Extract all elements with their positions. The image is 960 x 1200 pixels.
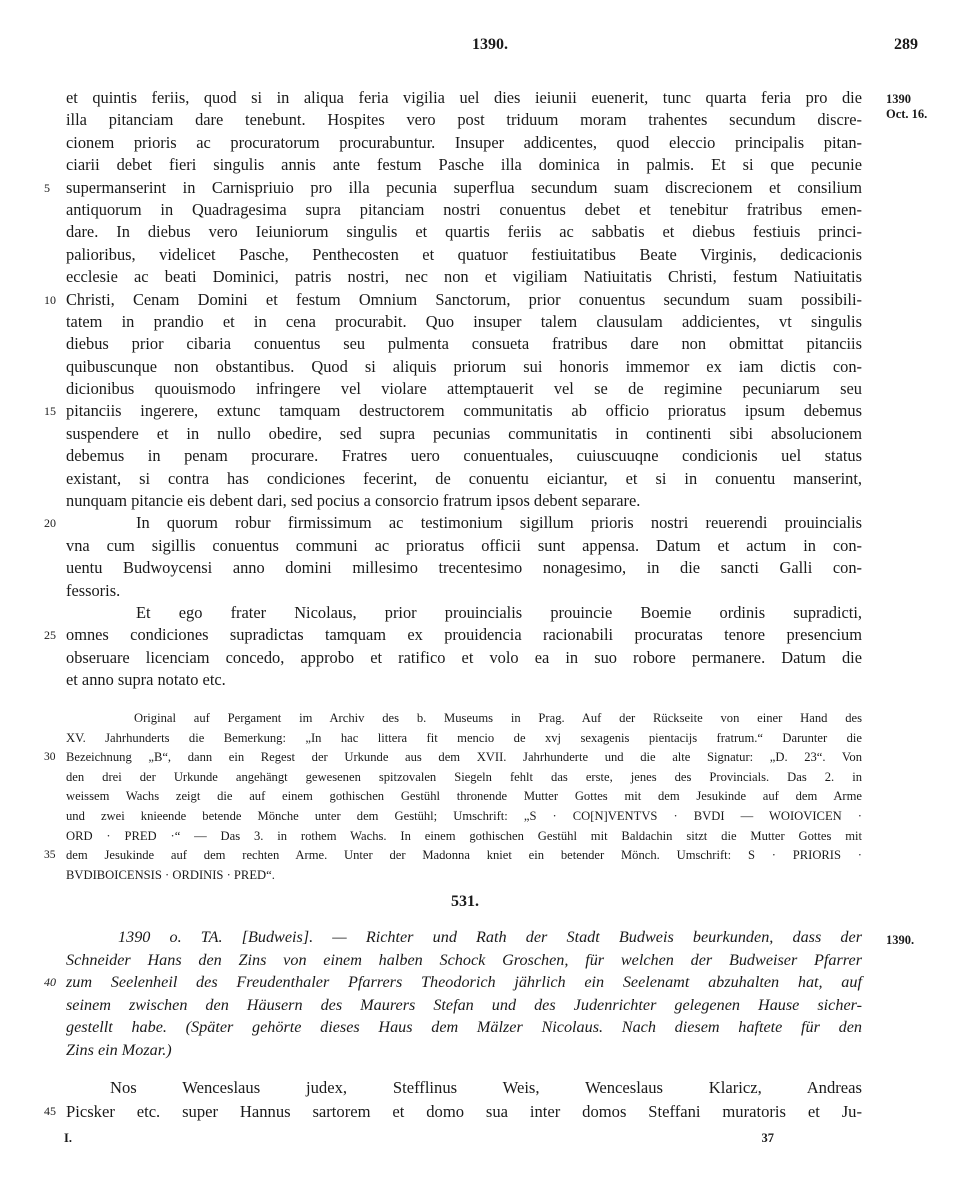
- line-text: Et ego frater Nicolaus, prior prouincialis prouincie Boemie ordinis supradicti,: [136, 602, 862, 622]
- margin-date-first: 1390 Oct. 16.: [886, 92, 928, 121]
- line-text: antiquorum in Quadragesima supra pitanciam nostri conuentus debet et tenebitur fratribus emen-: [66, 199, 862, 219]
- text-line: [66, 445, 862, 467]
- text-line: [66, 807, 862, 827]
- line-text: Picsker etc. super Hannus sartorem et domo sua inter domos Steffani muratoris et Ju-: [66, 1101, 862, 1121]
- text-line: [66, 221, 862, 243]
- line-text: seinem zwischen den Häusern des Maurers Stefan und des Judenrichter gelegenen Hause sicher-: [66, 995, 862, 1014]
- text-line: [66, 535, 862, 557]
- line-text: Nos Wenceslaus judex, Stefflinus Weis, Wenceslaus Klaricz, Andreas: [110, 1078, 862, 1097]
- text-line: [66, 709, 862, 729]
- text-line: [44, 512, 862, 534]
- page-footer: [64, 1131, 774, 1151]
- text-line: [66, 199, 862, 221]
- text-line: [66, 154, 862, 176]
- line-text: illa pitanciam dare tenebunt. Hospites vero post triduum moram trahentes secundum discre-: [66, 110, 862, 130]
- text-line: [66, 1039, 862, 1062]
- margin-date-second: 1390.: [886, 933, 915, 947]
- line-text: zum Seelenheil des Freudenthaler Pfarrers Theodorich jährlich ein Seelenamt abzuhalten hat, auf: [66, 973, 862, 992]
- line-text: BVDIBOICENSIS · ORDINIS · PRED“.: [66, 867, 275, 882]
- text-line: [66, 729, 862, 749]
- line-text: palioribus, videlicet Pasche, Penthecosten et quatuor festiuitatibus Beate Virginis, dedicacionis: [66, 244, 862, 264]
- line-number: 5: [44, 180, 50, 195]
- text-line: [66, 311, 862, 333]
- text-line: [66, 356, 862, 378]
- line-number: 15: [44, 404, 56, 419]
- text-line: [66, 468, 862, 490]
- line-text: XV. Jahrhunderts die Bemerkung: „In hac littera fit mencio de xvj sexagenis pientacijs fratrum.“ Darunter die: [66, 730, 862, 745]
- line-text: diebus prior cibaria conuentus seu pulmenta consueta fratribus dare non obmittat pitanciis: [66, 334, 862, 354]
- text-line: [66, 647, 862, 669]
- header-year: 1390.: [472, 36, 508, 53]
- line-text: dem Jesukinde auf dem rechten Arme. Unter der Madonna kniet ein betender Mönch. Umschrift: S · PRIORIS ·: [66, 848, 862, 863]
- text-line: [66, 1076, 862, 1100]
- line-text: Christi, Cenam Domini et festum Omnium Sanctorum, prior conuentus secundum suam possibili-: [66, 289, 862, 309]
- text-line: [44, 177, 862, 199]
- text-line: [66, 1016, 862, 1039]
- text-line: [44, 289, 862, 311]
- text-line: [66, 557, 862, 579]
- line-text: und zwei knieende betende Mönche unter dem Gestühl; Umschrift: „S · CO[N]VENTVS · BVDI — WOIOVICEN ·: [66, 808, 862, 823]
- text-line: [66, 602, 862, 624]
- line-text: Bezeichnung „B“, dann ein Regest der Urkunde aus dem XVII. Jahrhunderte und die alte Signatur: „D. 23“. Von: [66, 750, 862, 765]
- charter-text-begin: [44, 1076, 862, 1123]
- line-text: et quintis feriis, quod si in aliqua feria vigilia uel dies ieiunii euenerit, tunc quarta feria pro die: [66, 88, 862, 107]
- line-text: ciarii debet fieri singulis annis ante festum Pasche illa dominica in palmis. Et si que pecunie: [66, 155, 862, 175]
- text-line: [66, 378, 862, 400]
- line-number: 30: [44, 751, 56, 764]
- line-number: 10: [44, 292, 56, 307]
- line-number: 40: [44, 975, 56, 990]
- text-line: [66, 580, 862, 602]
- text-line: [66, 866, 862, 886]
- page-number: 289: [894, 36, 918, 53]
- line-text: debemus in penam procurare. Fratres uero conuentuales, cuiuscuuqne condicionis uel status: [66, 446, 862, 466]
- line-text: dare. In diebus vero Ieiuniorum singulis et quartis feriis ac sabbatis et diebus festiuis princi-: [66, 222, 862, 242]
- charter-text: [44, 87, 862, 692]
- text-line: [66, 669, 862, 691]
- footer-signature-right: 37: [761, 1131, 774, 1145]
- text-line: [44, 846, 862, 866]
- text-line: [66, 266, 862, 288]
- text-line: [66, 244, 862, 266]
- text-line: [44, 1100, 862, 1124]
- text-line: [66, 490, 862, 512]
- line-text: weissem Wachs zeigt die auf einem gothischen Gestühl thronende Mutter Gottes mit dem Jesukinde auf dem Arme: [66, 789, 862, 804]
- line-text: pitanciis ingerere, extunc tamquam destructorem communitatis ab officio prioratus ipsum debemus: [66, 401, 862, 421]
- line-text: et anno supra notato etc.: [66, 670, 226, 690]
- footer-signature-left: I.: [64, 1131, 72, 1145]
- text-line: [66, 787, 862, 807]
- line-text: suspendere et in nullo obedire, sed supra pecunias communitatis in continenti sibi absolucionem: [66, 423, 862, 443]
- line-text: Original auf Pergament im Archiv des b. Museums in Prag. Auf der Rückseite von einer Hand des: [134, 711, 862, 725]
- line-text: Zins ein Mozar.): [66, 1040, 172, 1059]
- text-line: [66, 423, 862, 445]
- line-text: vna cum sigillis conuentus communi ac prioratus officii sunt appensa. Datum et actum in con-: [66, 535, 862, 555]
- line-text: uentu Budwoycensi anno domini millesimo trecentesimo nonagesimo, in die sancti Galli con-: [66, 558, 862, 578]
- text-line: [66, 827, 862, 847]
- text-line: [66, 949, 862, 972]
- text-line: [66, 768, 862, 788]
- line-text: tatem in prandio et in cena procurabit. Quo insuper talem clausulam addicientes, vt singulis: [66, 311, 862, 331]
- line-text: supermanserint in Carnispriuio pro illa pecunia superflua secundum suam discrecionem et consilium: [66, 177, 862, 197]
- text-line: [66, 994, 862, 1017]
- editorial-notes: [44, 709, 862, 885]
- line-text: existant, si contra has condiciones fecerint, de conuentu eiciantur, et si in conuentu manserint,: [66, 468, 862, 488]
- line-text: 1390 o. TA. [Budweis]. — Richter und Rath der Stadt Budweis beurkunden, dass der: [118, 928, 862, 946]
- line-text: omnes condiciones supradictas tamquam ex prouidencia racionabili procuratas tenore presencium: [66, 625, 862, 645]
- line-text: quibuscunque non obstantibus. Quod si aliquis priorum sui honoris immemor ex iam dictis con-: [66, 356, 862, 376]
- line-number: 35: [44, 849, 56, 862]
- text-line: [66, 926, 862, 949]
- line-text: gestellt habe. (Später gehörte dieses Haus dem Mälzer Nicolaus. Nach diesem haftete für den: [66, 1018, 862, 1037]
- text-line: [66, 87, 862, 109]
- text-line: [44, 748, 862, 768]
- line-text: fessoris.: [66, 580, 121, 600]
- line-text: cionem prioris ac procuratorum procurabuntur. Insuper addicentes, quod eleccio principalis pitan-: [66, 132, 862, 152]
- text-line: [66, 132, 862, 154]
- running-header: [60, 36, 920, 60]
- line-text: ORD · PRED ·“ — Das 3. in rothem Wachs. In einem gothischen Gestühl mit Baldachin sitzt die Mutter Gottes mit: [66, 828, 862, 843]
- text-line: [66, 333, 862, 355]
- line-text: ecclesie ac beati Dominici, patris nostri, nec non et vigiliam Natiuitatis Christi, festum Natiuitatis: [66, 267, 862, 287]
- line-text: Schneider Hans den Zins von einem halben Schock Groschen, für welchen der Budweiser Pfarrer: [66, 950, 862, 969]
- line-text: den drei der Urkunde angehängt gewesenen spitzovalen Siegeln fehlt das erste, jenes des Provincials. Das 2. in: [66, 769, 862, 784]
- regest-summary: [44, 926, 862, 1062]
- line-text: dicionibus quouismodo infringere vel violare attemptauerit vel se de regimine pecuniarum seu: [66, 379, 862, 399]
- line-text: obseruare licenciam concedo, approbo et ratifico et volo ea in suo robore permanere. Datum die: [66, 647, 862, 667]
- text-line: [44, 400, 862, 422]
- line-text: In quorum robur firmissimum ac testimonium sigillum prioris nostri reuerendi prouincialis: [136, 513, 862, 533]
- document-number: 531.: [451, 893, 479, 910]
- line-number: 20: [44, 516, 56, 531]
- line-text: nunquam pitancie eis debent dari, sed pocius a consorcio fratrum ipsos debent separare.: [66, 491, 641, 511]
- line-number: 25: [44, 628, 56, 643]
- line-number: 45: [44, 1103, 56, 1118]
- text-line: [44, 624, 862, 646]
- text-line: [66, 109, 862, 131]
- text-line: [44, 971, 862, 994]
